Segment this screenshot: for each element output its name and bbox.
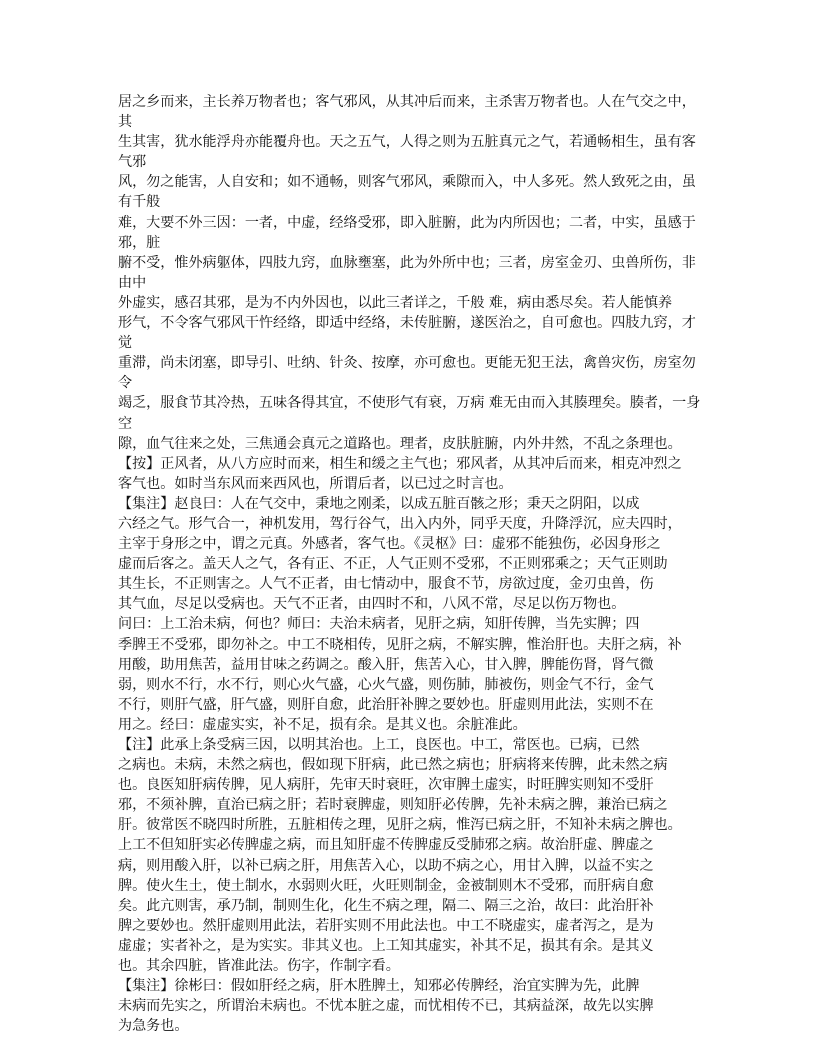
text-line: 【集注】徐彬曰：假如肝经之病，肝木胜脾土，知邪必传脾经，治宜实脾为先，此脾 [118,978,640,995]
text-line: 六经之气。形气合一，神机发用，驾行谷气，出入内外，同乎天度，升降浮沉，应夫四时， [118,515,682,532]
text-line: 其生长，不正则害之。人气不正者，由七情动中，服食不节，房欲过度，金刃虫兽，伤 [118,576,654,593]
text-line: 矣。此亢则害，承乃制，制则生化，化生不病之理，隔二、隔三之治，故曰：此治肝补 [118,897,654,914]
text-line: 脾。使火生土，使土制水，水弱则火旺，火旺则制金，金被制则木不受邪，而肝病自愈 [118,877,654,894]
text-line: 问曰：上工治未病，何也？师曰：夫治未病者，见肝之病，知肝传脾，当先实脾；四 [118,616,640,633]
text-line: 客气也。如时当东风而来西风也，所谓后者，以已过之时言也。 [118,475,513,492]
text-line: 【集注】赵良曰：人在气交中，秉地之刚柔，以成五脏百骸之形；秉天之阴阳，以成 [118,495,640,512]
text-line: 形气，不令客气邪风干忤经络，即适中经络，未传脏腑，遂医治之，自可愈也。四肢九窍，才 [118,315,696,332]
text-line: 上工不但知肝实必传脾虚之病，而且知肝虚不传脾虚反受肺邪之病。故治肝虚、脾虚之 [118,837,654,854]
text-line: 【按】正风者，从八方应时而来，相生和缓之主气也；邪风者，从其冲后而来，相克冲烈之 [118,455,682,472]
text-line: 为急务也。 [118,1018,189,1035]
text-line: 难，大要不外三因：一者，中虚，经络受邪，即入脏腑，此为内所因也；二者，中实，虽感于 [118,214,696,231]
text-line: 也。其余四脏，皆准此法。伤字，作制字看。 [118,958,400,975]
text-line: 生其害，犹水能浮舟亦能覆舟也。天之五气，人得之则为五脏真元之气，若通畅相生，虽有客 [118,134,696,151]
text-line: 病，则用酸入肝，以补已病之肝，用焦苦入心，以助不病之心，用甘入脾，以益不实之 [118,857,654,874]
text-line: 虚而后客之。盖天人之气，各有正、不正，人气正则不受邪，不正则邪乘之；天气正则助 [118,556,668,573]
document-page [118,92,718,1036]
text-line: 肝。彼常医不晓四时所胜，五脏相传之理，见肝之病，惟泻已病之肝，不知补未病之脾也。 [118,817,682,834]
text-line: 之病也。未病，未然之病也，假如现下肝病，此已然之病也；肝病将来传脾，此未然之病 [118,757,668,774]
text-line: 【注】此承上条受病三因，以明其治也。上工，良医也。中工，常医也。已病，已然 [118,737,640,753]
text-line: 未病而先实之，所谓治未病也。不忧本脏之虚，而忧相传不已，其病益深，故先以实脾 [118,998,654,1015]
text-line: 重滞，尚未闭塞，即导引、吐纳、针灸、按摩，亦可愈也。更能无犯王法，禽兽灾伤，房室勿 [118,355,696,372]
text-line: 其气血，尽足以受病也。天气不正者，由四时不和，八风不常，尽足以伤万物也。 [118,596,626,613]
text-line: 用之。经曰：虚虚实实，补不足，损有余。是其义也。余脏准此。 [118,716,527,733]
text-line: 居之乡而来，主长养万物者也；客气邪风，从其冲后而来，主杀害万物者也。人在气交之中， [118,94,696,110]
text-line: 觉 [118,335,133,352]
text-line: 有千般 [118,194,161,211]
text-line: 弱，则水不行，水不行，则心火气盛，心火气盛，则伤肺，肺被伤，则金气不行，金气 [118,676,654,693]
text-line: 邪，不须补脾，直治已病之肝；若时衰脾虚，则知肝必传脾，先补未病之脾，兼治已病之 [118,797,668,814]
text-line: 脾之要妙也。然肝虚则用此法，若肝实则不用此法也。中工不晓虚实，虚者泻之，是为 [118,917,654,934]
text-line: 竭乏，服食节其冷热，五味各得其宜，不使形气有衰，万病 难无由而入其腠理矣。腠者，一身 [118,395,701,412]
text-line: 用酸，助用焦苦，益用甘味之药调之。酸入肝，焦苦入心，甘入脾，脾能伤肾，肾气微 [118,656,654,673]
text-line: 虚虚；实者补之，是为实实。非其义也。上工知其虚实，补其不足，损其有余。是其义 [118,937,654,954]
text-line: 其 [118,114,133,131]
text-line: 外虚实，感召其邪，是为不内外因也，以此三者详之，千般 难，病由悉尽矣。若人能慎养 [118,294,673,311]
text-line: 主宰于身形之中，谓之元真。外感者，客气也。《灵枢》曰：虚邪不能独伤，必因身形之 [118,536,661,553]
text-line: 风，勿之能害，人自安和；如不通畅，则客气邪风，乘隙而入，中人多死。然人致死之由，虽 [118,174,696,191]
text-line: 腑不受，惟外病躯体，四肢九窍，血脉壅塞，此为外所中也；三者，房室金刃、虫兽所伤，非 [118,254,696,271]
text-line: 气邪 [118,154,147,171]
text-line: 邪，脏 [118,234,161,251]
text-line: 令 [118,375,133,392]
text-line: 也。良医知肝病传脾，见人病肝，先审天时衰旺，次审脾土虚实，时旺脾实则知不受肝 [118,777,654,794]
text-line: 季脾王不受邪，即勿补之。中工不晓相传，见肝之病，不解实脾，惟治肝也。夫肝之病，补 [118,636,682,653]
text-line: 不行，则肝气盛，肝气盛，则肝自愈，此治肝补脾之要妙也。肝虚则用此法，实则不在 [118,696,654,713]
text-line: 隙，血气往来之处，三焦通会真元之道路也。理者，皮肤脏腑，内外井然，不乱之条理也。 [118,435,682,452]
text-line: 空 [118,415,133,432]
text-line: 由中 [118,274,147,291]
